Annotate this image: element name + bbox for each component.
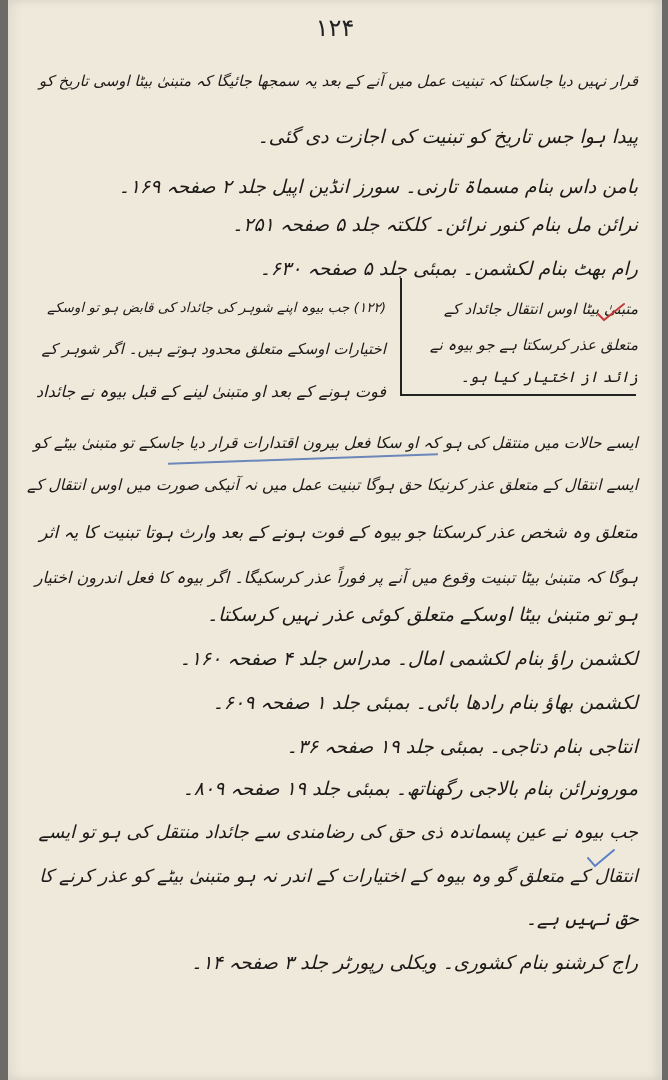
citation-line-5: لکشمن بھاؤ بنام رادھا بائی۔ بمبئی جلد ۱ صفحہ ۶۰۹۔ [212, 692, 638, 714]
side-note-line-3: زائد از اختیار کیا ہو۔ [460, 368, 638, 386]
section-122-line-3: فوت ہونے کے بعد او متبنیٰ لینے کے قبل بیوہ نے جائداد [36, 382, 386, 401]
text-line-1: قرار نہیں دیا جاسکتا کہ تبنیت عمل میں آنے کے بعد یہ سمجھا جائیگا کہ متبنیٰ بیٹا اوسی تاریخ کو [38, 72, 638, 90]
citation-line-4: لکشمن راؤ بنام لکشمی امال۔ مدراس جلد ۴ صفحہ ۱۶۰۔ [179, 648, 638, 670]
citation-line-6: انتاجی بنام دتاجی۔ بمبئی جلد ۱۹ صفحہ ۳۶۔ [286, 736, 638, 758]
text-line-9: ایسے حالات میں منتقل کی ہو کہ او سکا فعل بیرون اقتدارات قرار دیا جاسکے تو متبنیٰ بیٹے کو [33, 434, 638, 452]
section-122-line-1: (۱۲۲) جب بیوہ اپنے شوہر کی جائداد کی قابض ہو تو اوسکے [47, 300, 386, 316]
citation-line-1: بامن داس بنام مسماۃ تارنی۔ سورز انڈین اپیل جلد ۲ صفحہ ۱۶۹۔ [118, 176, 638, 198]
text-line-12: ہوگا کہ متبنیٰ بیٹا تبنیت وقوع میں آنے پر فوراً عذر کرسکیگا۔ اگر بیوہ کا فعل اندرون اختیار [34, 568, 638, 587]
citation-line-2: نرائن مل بنام کنور نرائن۔ کلکتہ جلد ۵ صفحہ ۲۵۱۔ [232, 214, 638, 236]
text-line-13: ہو تو متبنیٰ بیٹا اوسکے متعلق کوئی عذر نہیں کرسکتا۔ [206, 604, 638, 626]
section-122-line-2: اختیارات اوسکے متعلق محدود ہوتے ہیں۔ اگر شوہر کے [41, 340, 386, 358]
side-note-line-2: متعلق عذر کرسکتا ہے جو بیوہ نے [429, 336, 638, 354]
book-page [8, 0, 662, 1080]
side-note-line-1: متبنیٰ بیٹا اوس انتقال جائداد کے [443, 300, 638, 318]
red-check-mark-icon [596, 302, 626, 322]
text-line-19: انتقال کے متعلق گو وہ بیوہ کے اختیارات کے اندر نہ ہو متبنیٰ بیٹے کو عذر کرنے کا [39, 866, 638, 887]
pen-underline [168, 453, 438, 464]
text-line-2: پیدا ہوا جس تاریخ کو تبنیت کی اجازت دی گئی۔ [257, 126, 638, 148]
blue-check-mark-icon [586, 848, 616, 868]
citation-line-7: مورونرائن بنام بالاجی رگھناتھ۔ بمبئی جلد ۱۹ صفحہ ۸۰۹۔ [182, 778, 638, 800]
citation-line-3: رام بھٹ بنام لکشمن۔ بمبئی جلد ۵ صفحہ ۶۳۰۔ [259, 258, 638, 280]
text-line-20: حق نہیں ہے۔ [525, 908, 638, 930]
text-line-11: متعلق وہ شخص عذر کرسکتا جو بیوہ کے فوت ہونے کے بعد وارث ہوتا تبنیت کا یہ اثر [39, 523, 638, 543]
text-line-10: ایسے انتقال کے متعلق عذر کرنیکا حق ہوگا تبنیت عمل میں نہ آنیکی صورت میں اوس انتقال کے [27, 476, 638, 494]
page-number: ۱۲۴ [315, 14, 355, 42]
text-line-18: جب بیوہ نے عین پسماندہ ذی حق کی رضامندی سے جائداد منتقل کی ہو تو ایسے [38, 822, 638, 843]
citation-line-8: راج کرشنو بنام کشوری۔ ویکلی رپورٹر جلد ۳ صفحہ ۱۴۔ [191, 952, 638, 974]
